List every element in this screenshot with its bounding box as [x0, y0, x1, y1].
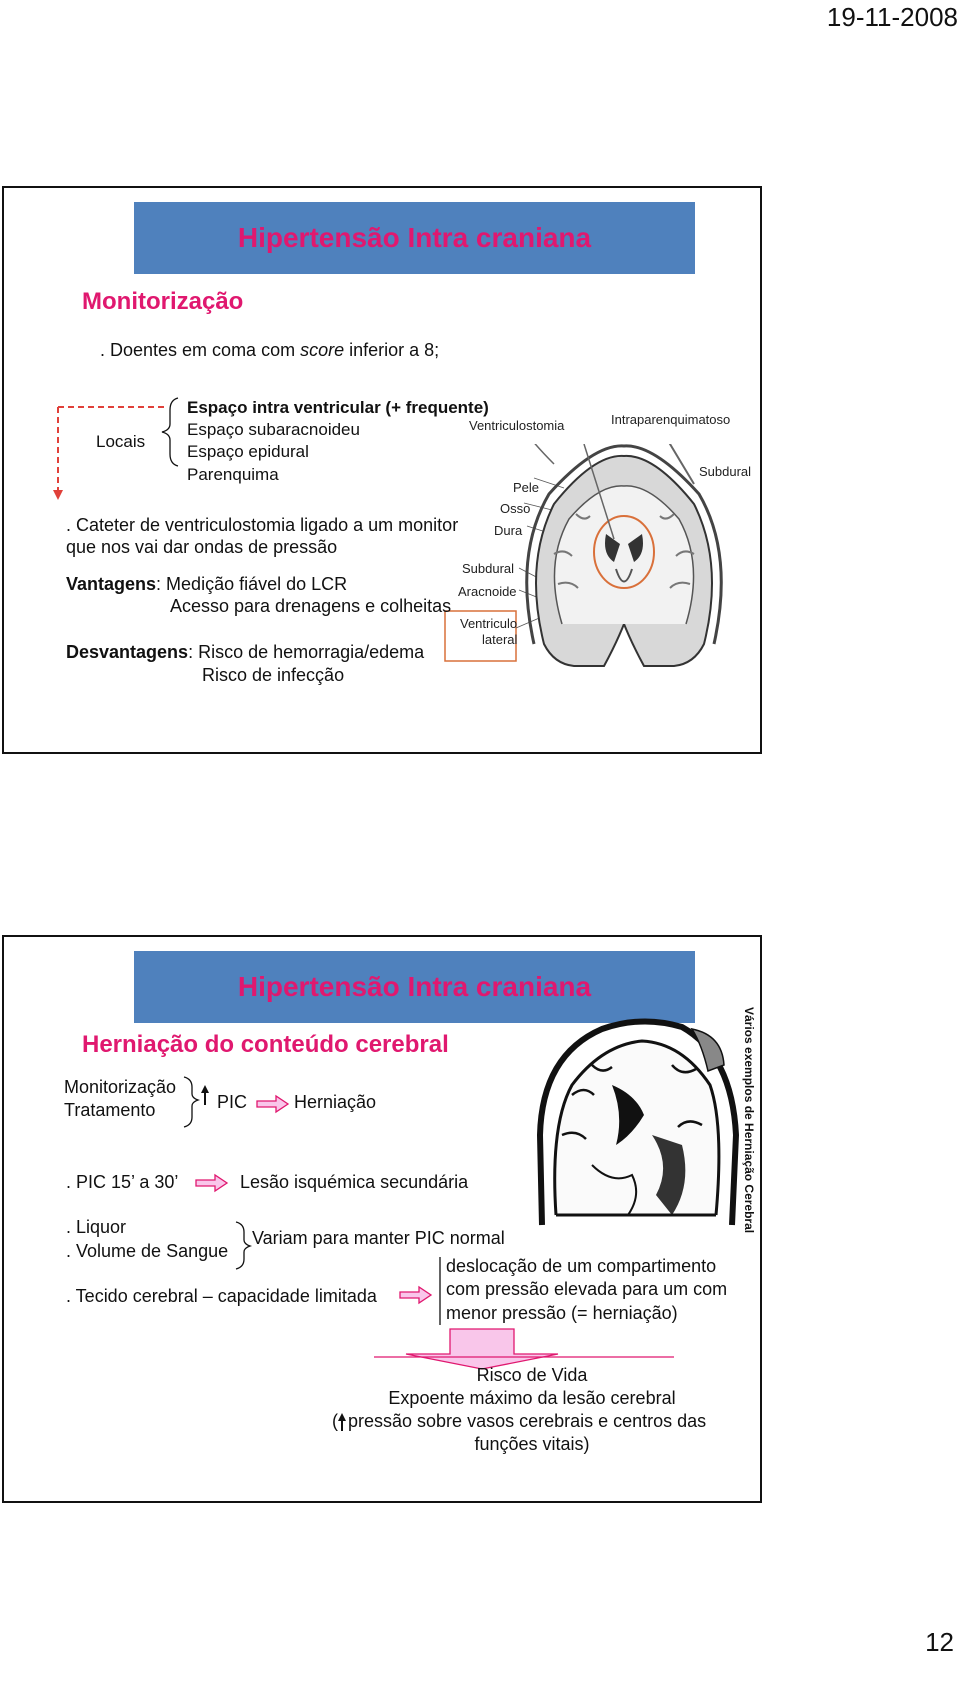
cateter-line1: . Cateter de ventriculostomia ligado a um monitor — [66, 515, 459, 535]
tecido-cerebral: . Tecido cerebral – capacidade limitada — [66, 1286, 377, 1306]
vantagens-line2: Acesso para drenagens e colheitas — [170, 596, 452, 616]
volume-sangue-item: . Volume de Sangue — [66, 1241, 229, 1261]
label-aracnoide: Aracnoide — [458, 584, 517, 599]
section-monitorizacao: Monitorização — [82, 288, 244, 315]
label-subdural-right: Subdural — [699, 464, 752, 479]
locais-item-epidural: Espaço epidural — [187, 442, 309, 461]
locais-item-parenquima: Parenquima — [187, 465, 279, 484]
tratamento-label: Tratamento — [64, 1100, 156, 1120]
label-pele: Pele — [513, 480, 540, 495]
label-lateral: lateral — [482, 632, 518, 647]
lesao-isquemica: Lesão isquémica secundária — [240, 1172, 469, 1192]
desvantagens-line2: Risco de infecção — [202, 665, 345, 685]
herniacao-label: Herniação — [294, 1092, 377, 1112]
section-herniacao: Herniação do conteúdo cerebral — [82, 1031, 449, 1058]
slide1-title: Hipertensão Intra craniana — [237, 222, 592, 253]
desloc-line3: menor pressão (= herniação) — [446, 1303, 678, 1323]
slide-monitorizacao — [2, 186, 762, 754]
slide-herniacao — [2, 935, 762, 1503]
label-intraparenquimatoso: Intraparenquimatoso — [611, 412, 731, 427]
cateter-line2: que nos vai dar ondas de pressão — [66, 537, 338, 557]
label-dura: Dura — [494, 523, 523, 538]
monitorizacao-label: Monitorização — [64, 1077, 177, 1097]
pressao-open-paren: ( — [332, 1411, 338, 1431]
page-number: 12 — [925, 1627, 954, 1657]
pic-label: PIC — [217, 1092, 248, 1112]
expoente-maximo: Expoente máximo da lesão cerebral — [388, 1388, 676, 1408]
label-ventriculo: Ventriculo — [460, 616, 518, 631]
locais-item-subaracnoideu: Espaço subaracnoideu — [187, 420, 360, 439]
locais-item-intraventricular: Espaço intra ventricular (+ frequente) — [187, 398, 489, 417]
locais-label: Locais — [96, 432, 146, 451]
desvantagens-line1: Desvantagens: Risco de hemorragia/edema — [66, 642, 425, 662]
brain-herniation-illustration — [532, 1015, 740, 1237]
pressao-vasos: pressão sobre vasos cerebrais e centros das — [348, 1411, 707, 1431]
variam-text: Variam para manter PIC normal — [252, 1228, 505, 1248]
desloc-line2: com pressão elevada para um com — [446, 1279, 728, 1299]
label-subdural: Subdural — [462, 561, 515, 576]
funcoes-vitais: funções vitais) — [474, 1434, 590, 1454]
vertical-caption: Vários exemplos de Herniação Cerebral — [742, 1007, 756, 1234]
slide2-title: Hipertensão Intra craniana — [237, 971, 592, 1002]
page-date: 19-11-2008 — [826, 2, 958, 32]
label-ventriculostomia: Ventriculostomia — [469, 418, 565, 433]
brain-coronal-illustration — [524, 444, 724, 684]
desloc-line1: deslocação de um compartimento — [446, 1256, 717, 1276]
label-osso: Osso — [500, 501, 531, 516]
liquor-item: . Liquor — [66, 1217, 127, 1237]
pic-range: . PIC 15’ a 30’ — [66, 1172, 179, 1192]
intro-doentes: . Doentes em coma com score inferior a 8; — [100, 340, 440, 360]
vantagens-line1: Vantagens: Medição fiável do LCR — [66, 574, 348, 594]
risco-de-vida: Risco de Vida — [476, 1365, 588, 1385]
